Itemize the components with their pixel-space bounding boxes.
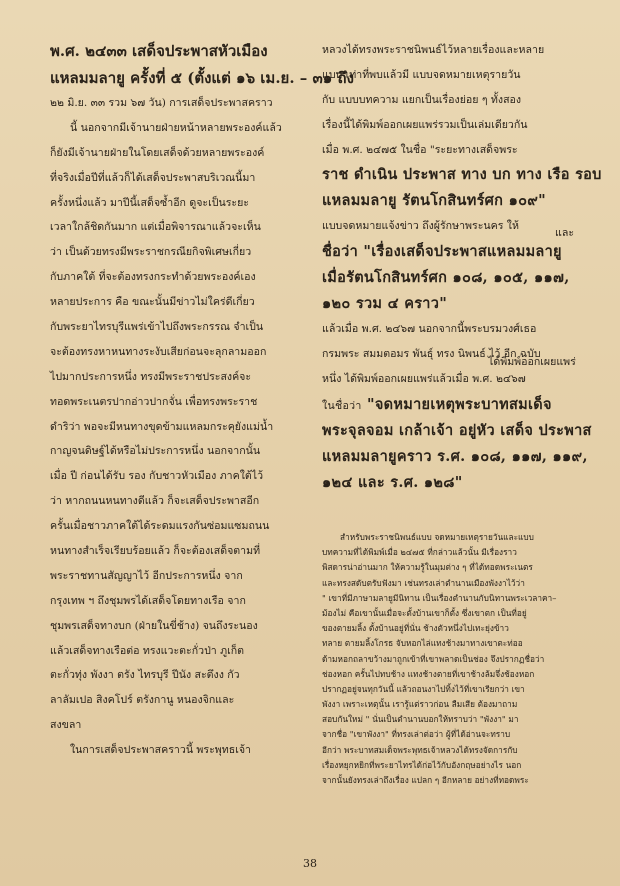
text-line: ๑๒๔ และ ร.ศ. ๑๒๘" xyxy=(322,474,463,492)
page-number: 38 xyxy=(303,857,317,870)
text-line: เรื่องนี้ได้พิมพ์ออกเผยแพร่รวมเป็นเล่มเดียวกัน xyxy=(322,118,528,131)
text-line: เมื่อ ปี ก่อนได้รับ รอง กับชาวหัวเมือง ภาคใต้ไว้ xyxy=(50,470,264,483)
text-line: หลวงได้ทรงพระราชนิพนธ์ไว้หลายเรื่องและหลาย xyxy=(322,44,545,56)
footnote-line: ช่องหอก ครั้นไปทบช้าง แทงช้างตายที่เขาช้างล้มจึ่งช้องหอก xyxy=(322,668,535,679)
text-line: ในการเสด็จประพาสคราวนี้ พระพุทธเจ้า xyxy=(70,744,251,757)
text-line: หลายประการ คือ ขณะนั้นมีข่าวไม่ใคร่ดีเกี่ยว xyxy=(50,296,255,309)
text-line: พระจุลจอม เกล้าเจ้า อยู่หัว เสด็จ ประพาส xyxy=(322,422,592,440)
right-column xyxy=(322,38,602,496)
text-line: ดำริว่า พอจะมีหนทางขุดข้ามแหลมกระคุยังแม่น้ำ xyxy=(50,420,274,433)
text-line: แหลมมลายูคราว ร.ศ. ๑๐๘, ๑๑๗, ๑๑๙, xyxy=(322,448,588,466)
text-line: กรมพระ สมมตอมร พันธุ์ ทรง นิพนธ์ ไว้ อีก ฉบับ xyxy=(322,348,541,361)
footnote-line: และทรงสดับตรับฟังมา เช่นทรงเล่าตำนานเมืองพังงาไว้ว่า xyxy=(322,577,525,588)
text-line: ๒๒ มิ.ย. ๓๓ รวม ๖๗ วัน) การเสด็จประพาสคราว xyxy=(50,97,273,109)
left-heading xyxy=(50,38,354,91)
text-line: ชื่อว่า "เรื่องเสด็จประพาสแหลมมลายู xyxy=(322,243,562,261)
text-line: ไปมากประการหนึ่ง ทรงมีพระราชประสงค์จะ xyxy=(50,370,252,383)
text-line: หนทางสำเร็จเรียบร้อยแล้ว ก็จะต้องเสด็จตามที่ xyxy=(50,545,261,558)
footnote-line: บทความที่ได้พิมพ์เมื่อ ๒๔๗๕ ที่กล่าวแล้วนั้น มีเรื่องราว xyxy=(322,547,517,558)
left-paragraph-1 xyxy=(50,91,318,738)
text-line: กับภาคใต้ ที่จะต้องทรงกระทำด้วยพระองค์เอง xyxy=(50,271,256,284)
footnote-line: พังงา เพราะเหตุนั้น เรารู้แต่ราวก่อน ลืมเสีย ต้องมาถาม xyxy=(322,699,518,710)
right-paragraph-1 xyxy=(322,38,588,162)
text-line: สงขลา xyxy=(50,719,82,732)
text-line: ว่า เป็นด้วยทรงมีพระราชกรณียกิจพิเศษเกี่ยว xyxy=(50,246,252,259)
footnote-line: อีกว่า พระบาทสมเด็จพระพุทธเจ้าหลวงได้ทรงจัดการกับ xyxy=(322,744,518,755)
text-line: กับพระยาไทรบุรีแพร่เข้าไปถึงพระกรรณ จำเป็น xyxy=(50,321,264,334)
footnote-line: ทลาย ตายมลิ้งโกรธ จับหอกไล่แทงช้างมาทางเขาตะท่ออ xyxy=(322,638,523,649)
text-line: ชุมพรเสด็จทางบก (ฝ่ายในขี่ช้าง) จนถึงระนอง xyxy=(50,619,258,632)
inline-title: "จดหมายเหตุพระบาทสมเด็จ xyxy=(367,396,552,414)
footnote-line: สำหรับพระราชนิพนธ์แบบ จดหมายเหตุรายวันและแบบ xyxy=(340,532,534,542)
footnote-line: จากนั้นยังทรงเล่าถึงเรื่อง แปลก ๆ อีกหลาย อย่างที่ทอดพระ xyxy=(322,775,529,785)
text-line: พ.ศ. ๒๔๓๓ เสด็จประพาสหัวเมือง xyxy=(50,42,268,60)
right-title-3 xyxy=(322,392,592,496)
text-line: แหลมมลายู ครั้งที่ ๕ (ตั้งแต่ ๑๖ เม.ย. – ๓๑ ถึง xyxy=(50,68,354,87)
footnote-line: ด้ามหอกถลาขว้างมาถูกเข้าที่เขาพลาดเป็นช่อง จึงปรากฏชื่อว่า xyxy=(322,653,545,664)
text-line: ที่จริงเมื่อปีที่แล้วก็ได้เสด็จประพาสบริเวณนี้มา xyxy=(50,171,256,184)
text-line xyxy=(322,392,588,418)
text-line: ก็ยังมีเจ้านายฝ่ายในโดยเสด็จด้วยหลายพระองค์ xyxy=(50,146,265,159)
text-line: ครั้งหนึ่งแล้ว มาปีนี้เสด็จซ้ำอีก ดูจะเป็นระยะ xyxy=(50,196,249,209)
text-line: เมื่อรัตนโกสินทร์ศก ๑๐๘, ๑๐๕, ๑๑๗, xyxy=(322,269,570,287)
text-line: กาญจนดิษฐ์ได้หรือไม่ประการหนึ่ง นอกจากนั้น xyxy=(50,445,261,458)
text-line: แหลมมลายู รัตนโกสินทร์ศก ๑๐๙" xyxy=(322,192,547,210)
footnote-block xyxy=(322,530,588,788)
text-line: นี้ นอกจากมีเจ้านายฝ่ายหน้าหลายพระองค์แล้ว xyxy=(70,121,282,134)
footnote-line: ม้องไม่ คือเขานั้นเมื่อจะตั้งบ้านเขาก็ตั้ง ซึ่งเขาตก เป็นที่อยู่ xyxy=(322,607,527,618)
footnote-line: " เขาที่มีภาษามลายูมีนิทาน เป็นเรื่องตำนานกับนิทานพระเวลาคา– xyxy=(322,592,557,603)
right-paragraph-2 xyxy=(322,214,588,239)
text-line: หนึ่ง ได้พิมพ์ออกเผยแพร่แล้วเมื่อ พ.ศ. ๒๔๖๗ xyxy=(322,373,526,386)
text-line: แล้วเสด็จทางเรือต่อ ทรงแวะตะกั่วป่า ภูเก็ต xyxy=(50,644,245,657)
text-line: แล้วเมื่อ พ.ศ. ๒๔๖๗ นอกจากนี้พระบรมวงศ์เธอ xyxy=(322,323,537,336)
text-line: แบบจดหมายแจ้งข่าว ถึงผู้รักษาพระนคร ให้ xyxy=(322,220,519,233)
aside-text-1: และ xyxy=(555,227,575,239)
text-line: ว่า หากถนนหนทางดีแล้ว ก็จะเสด็จประพาสอีก xyxy=(50,495,260,508)
text-line: กรุงเทพ ฯ ถึงชุมพรได้เสด็จโดยทางเรือ จาก xyxy=(50,594,246,607)
aside-text-2: ได้พิมพ์ออกเผยแพร่ xyxy=(488,356,576,368)
footnote-line: เรื่องหยุกหยิกที่พระยาไทรได้ก่อไว้กับอังกฤษอย่างไร นอก xyxy=(322,759,522,770)
text-line: ทอดพระเนตรปากอ่าวปากจั่น เพื่อทรงพระราช xyxy=(50,395,258,408)
text-line: เมื่อ พ.ศ. ๒๔๗๕ ในชื่อ "ระยะทางเสด็จพระ xyxy=(322,143,518,156)
text-line: ราช ดำเนิน ประพาส ทาง บก ทาง เรือ รอบ xyxy=(322,166,602,184)
text-line: จะต้องทรงหาหนทางระงับเสียก่อนจะลุกลามออก xyxy=(50,345,267,358)
footnote-line: จากชื่อ "เขาพังงา" ที่ทรงเล่าต่อว่า ผู้ที่ได้อ่านจะทราบ xyxy=(322,729,511,740)
text-line: ๑๒๐ รวม ๔ คราว" xyxy=(322,295,448,313)
left-paragraph-2 xyxy=(50,738,318,763)
footnote-line: พิสดารน่าอ่านมาก ให้ความรู้ในมุมต่าง ๆ ที่ได้ทอดพระเนตร xyxy=(322,562,533,573)
text-line: ตะกั่วทุ่ง พังงา ตรัง ไทรบุรี ปีนัง สะตึงง กัว xyxy=(50,669,240,682)
footnote-line: ของตายมลิ้ง ตั้งบ้านอยู่ที่นั่น ช้างตัวหนึ่งไปเทะยุ่งข้าว xyxy=(322,623,509,634)
right-title-1 xyxy=(322,162,602,214)
text-line: พระราชทานสัญญาไว้ อีกประการหนึ่ง จาก xyxy=(50,569,243,582)
text-line: กับ แบบบทความ แยกเป็นเรื่องย่อย ๆ ทั้งสอง xyxy=(322,93,522,106)
text-line: ลาลัมเปอ สิงคโปร์ ตรังกานู หนองจิกและ xyxy=(50,694,235,707)
text-line: เวลาใกล้ชิดกันมาก แต่เมื่อพิจารณาแล้วจะเห็น xyxy=(50,221,261,234)
text-line: แบบ เท่าที่พบแล้วมี แบบจดหมายเหตุรายวัน xyxy=(322,68,521,81)
footnote-line: ปรากฏอยู่จนทุกวันนี้ แล้วถอนงาไปทิ้งไว้ที่เขาเรียกว่า เขา xyxy=(322,683,525,694)
right-title-2 xyxy=(322,239,588,317)
inline-text: ในชื่อว่า xyxy=(322,400,362,413)
text-line: ครั้นเมื่อชาวภาคใต้ได้ระดมแรงกันซ่อมแซมถนน xyxy=(50,520,270,533)
footnote-line: สอบกันใหม่ " นั่นเป็นตำนานบอกให้ทราบว่า "พังงา" มา xyxy=(322,714,519,725)
